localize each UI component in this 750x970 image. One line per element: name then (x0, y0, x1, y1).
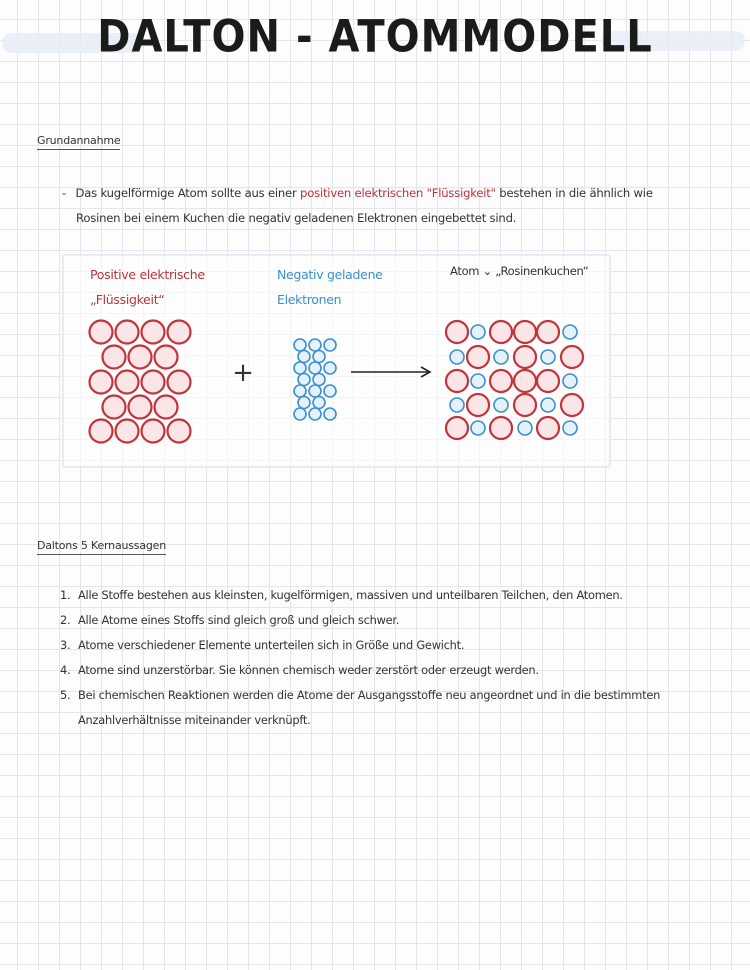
blue-circle (471, 421, 485, 435)
red-circle (129, 346, 152, 369)
red-circle (90, 371, 113, 394)
red-circle (446, 370, 468, 392)
paragraph-line-1: Das kugelförmige Atom sollte aus einer positiven elektrischen "Flüssigkeit" bestehen in die ähnlich wie (75, 186, 653, 200)
red-circle (561, 346, 583, 368)
red-circle (103, 396, 126, 419)
blue-circle (324, 339, 336, 351)
list-item: 5. Bei chemischen Reaktionen werden die Atome der Ausgangsstoffe neu angeordnet und in die bestimmten Anzahlverhältnisse miteinander verknüpft. (60, 688, 661, 727)
red-circle (537, 370, 559, 392)
bullet-dash: - (62, 186, 66, 200)
red-circle (514, 370, 536, 392)
list-item: 2. Alle Atome eines Stoffs sind gleich groß und gleich schwer. (60, 613, 400, 627)
red-circle (129, 396, 152, 419)
red-circle (168, 420, 191, 443)
red-circle (155, 396, 178, 419)
red-circle (155, 346, 178, 369)
blue-circle (313, 397, 325, 409)
red-circle (446, 321, 468, 343)
red-circle (514, 394, 536, 416)
red-circle (168, 371, 191, 394)
blue-circle (541, 398, 555, 412)
red-circle (537, 321, 559, 343)
electron-circles (294, 339, 336, 420)
red-circle (537, 417, 559, 439)
blue-circle (563, 374, 577, 388)
blue-circle (471, 325, 485, 339)
blue-circle (309, 339, 321, 351)
blue-circle (450, 350, 464, 364)
blue-circle (294, 408, 306, 420)
blue-circle (324, 385, 336, 397)
blue-circle (298, 351, 310, 363)
red-circle (467, 394, 489, 416)
red-circle (116, 420, 139, 443)
red-circle (490, 321, 512, 343)
label-negative: Negativ geladene Elektronen (277, 267, 383, 307)
blue-circle (298, 374, 310, 386)
red-circle (116, 371, 139, 394)
paragraph-line-2: Rosinen bei einem Kuchen die negativ geladenen Elektronen eingebettet sind. (76, 211, 517, 225)
red-circle (561, 394, 583, 416)
blue-circle (298, 397, 310, 409)
red-circle (142, 321, 165, 344)
page-title: DALTON - ATOMMODELL (97, 11, 653, 63)
section-heading-kernaussagen: Daltons 5 Kernaussagen (37, 539, 166, 555)
blue-circle (309, 385, 321, 397)
red-circle (142, 371, 165, 394)
label-atom: Atom ⌄ „Rosinenkuchen“ (450, 264, 589, 278)
blue-circle (294, 339, 306, 351)
red-circle (90, 420, 113, 443)
kernaussagen-list (60, 583, 730, 733)
blue-circle (313, 351, 325, 363)
blue-circle (450, 398, 464, 412)
red-circle (90, 321, 113, 344)
blue-circle (324, 408, 336, 420)
red-circle (168, 321, 191, 344)
list-item: 3. Atome verschiedener Elemente unterteilen sich in Größe und Gewicht. (60, 638, 465, 652)
blue-circle (471, 374, 485, 388)
blue-circle (324, 362, 336, 374)
section-heading-grundannahme: Grundannahme (37, 134, 120, 150)
blue-circle (309, 408, 321, 420)
blue-circle (309, 362, 321, 374)
list-item-continuation: Anzahlverhältnisse miteinander verknüpft. (78, 713, 311, 727)
list-item: 1. Alle Stoffe bestehen aus kleinsten, kugelförmigen, massiven und unteilbaren Teilchen, den Atomen. (60, 588, 623, 602)
blue-circle (541, 350, 555, 364)
plus-sign: + (232, 358, 254, 388)
blue-circle (294, 362, 306, 374)
red-circle (514, 346, 536, 368)
highlighted-term: positiven elektrischen "Flüssigkeit" (300, 186, 496, 200)
red-circle (446, 417, 468, 439)
list-item: 4. Atome sind unzerstörbar. Sie können chemisch weder zerstört oder erzeugt werden. (60, 663, 539, 677)
label-positive: Positive elektrische „Flüssigkeit“ (90, 267, 205, 307)
blue-circle (494, 350, 508, 364)
blue-circle (313, 374, 325, 386)
arrow (351, 367, 430, 377)
red-circle (490, 417, 512, 439)
red-circle (116, 321, 139, 344)
blue-circle (494, 398, 508, 412)
blue-circle (563, 325, 577, 339)
raisin-cake-atom-circles (446, 321, 583, 439)
red-circle (490, 370, 512, 392)
red-circle (514, 321, 536, 343)
blue-circle (563, 421, 577, 435)
blue-circle (294, 385, 306, 397)
red-circle (103, 346, 126, 369)
positive-fluid-circles (90, 321, 191, 443)
blue-circle (518, 421, 532, 435)
red-circle (467, 346, 489, 368)
red-circle (142, 420, 165, 443)
